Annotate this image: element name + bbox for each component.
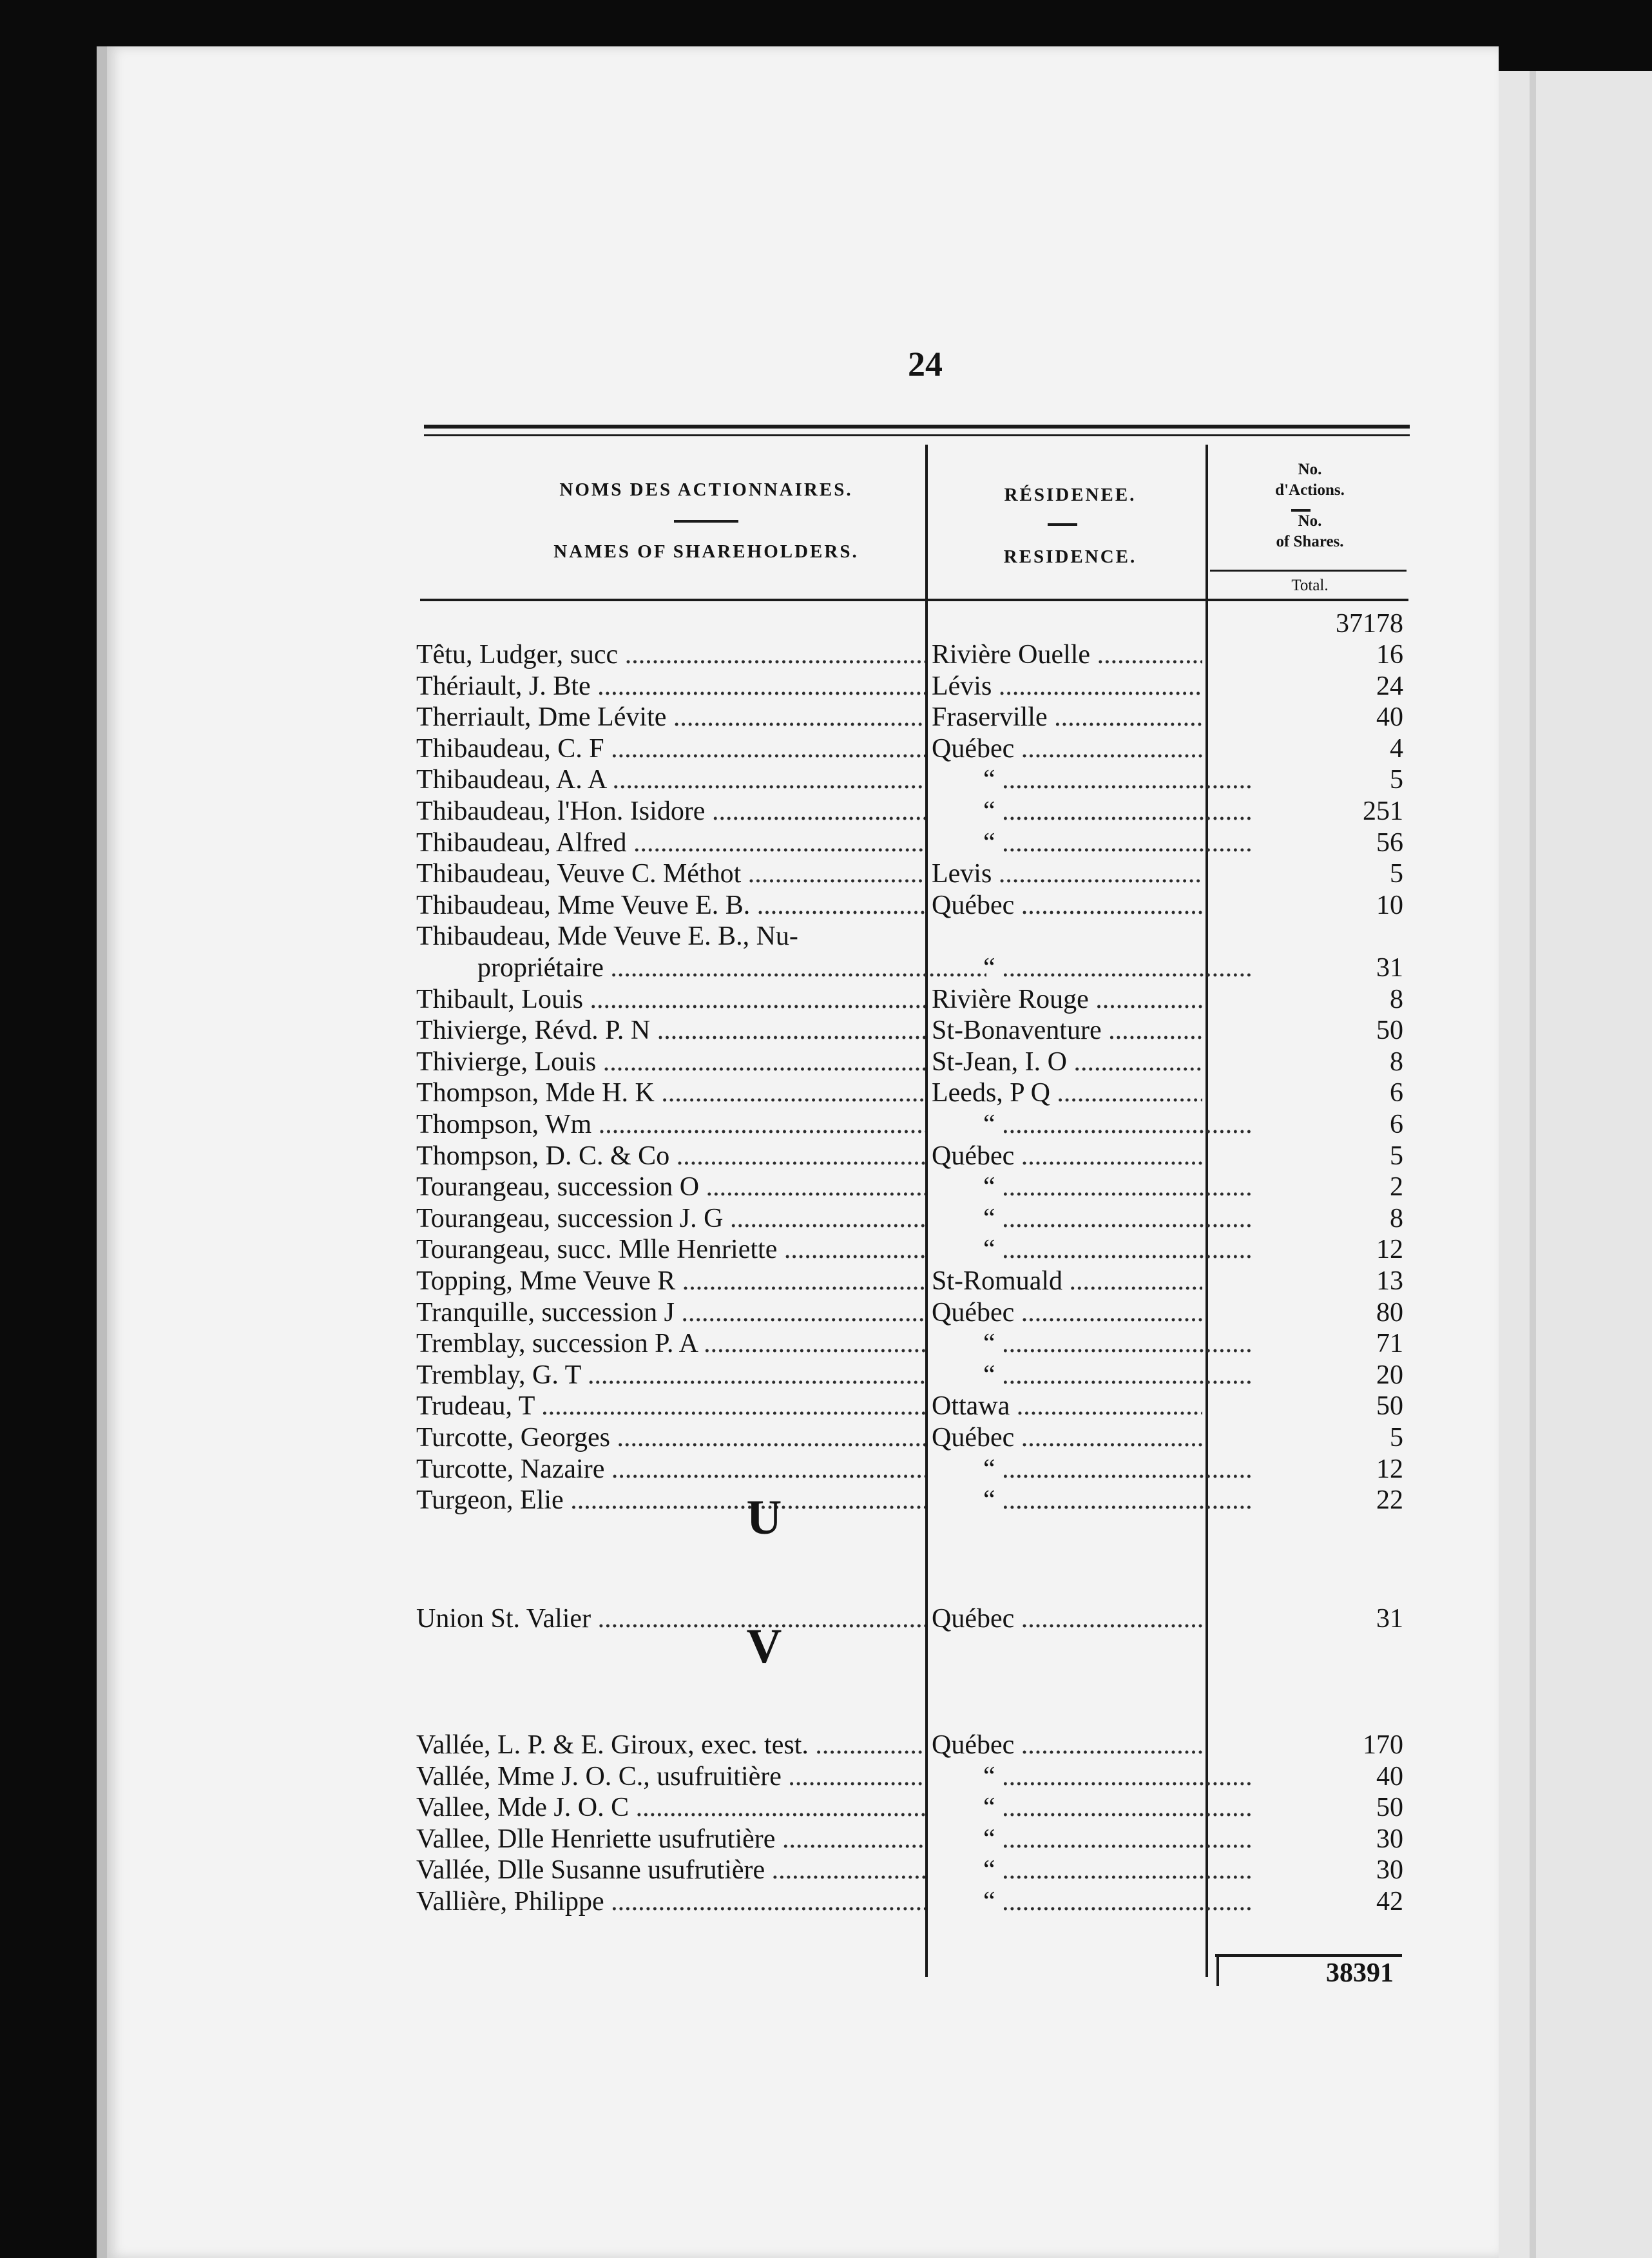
header-dash: [674, 520, 738, 523]
table-row: [107, 1297, 1499, 1328]
table-row: [107, 921, 1499, 952]
table-row: [107, 1203, 1499, 1234]
share-count: 6: [1390, 1110, 1403, 1139]
residence: Québec .....: [932, 1141, 1202, 1172]
residence: Fraserville .....: [932, 702, 1202, 733]
residence: Ottawa .....: [932, 1391, 1202, 1422]
residence: “ .....: [932, 1886, 1254, 1917]
residence: “ .....: [932, 764, 1254, 795]
residence: Québec .....: [932, 1603, 1202, 1634]
residence: “ .....: [932, 1855, 1254, 1886]
residence: “ .....: [932, 1328, 1254, 1359]
share-count: 5: [1390, 1141, 1403, 1171]
share-count: 5: [1390, 1423, 1403, 1452]
shareholder-name: Tranquille, succession J .....: [416, 1297, 925, 1328]
residence: “ .....: [932, 1824, 1254, 1855]
share-count: 5: [1390, 765, 1403, 795]
share-count: 8: [1390, 984, 1403, 1014]
shareholder-name: Thibaudeau, C. F .....: [416, 733, 925, 764]
share-count: 30: [1376, 1855, 1403, 1886]
shareholder-name: Turcotte, Georges .....: [416, 1422, 925, 1453]
share-count: 20: [1376, 1360, 1403, 1390]
adjacent-page-edge: [1488, 71, 1652, 2258]
table-row: [107, 796, 1499, 827]
section-letter-u: U: [746, 1491, 782, 1545]
table-row: [107, 1077, 1499, 1108]
shareholder-name: Union St. Valier .....: [416, 1603, 925, 1634]
residence: “ .....: [932, 796, 1254, 827]
shareholder-name: Vallée, Mme J. O. C., usufruitière .....: [416, 1761, 925, 1792]
residence: Québec .....: [932, 1422, 1202, 1453]
table-row: [107, 1172, 1499, 1202]
residence: Québec .....: [932, 733, 1202, 764]
residence: “ .....: [932, 1172, 1254, 1202]
table-row: [107, 984, 1499, 1015]
shareholder-name: Thibault, Louis .....: [416, 984, 925, 1015]
table-row: [107, 1730, 1499, 1761]
page-number: 24: [908, 345, 943, 383]
table-row: [107, 1234, 1499, 1265]
share-count: 5: [1390, 859, 1403, 889]
residence: Leeds, P Q .....: [932, 1077, 1202, 1108]
residence: Québec .....: [932, 890, 1202, 921]
share-count: 16: [1376, 640, 1403, 670]
residence: “ .....: [932, 1454, 1254, 1485]
table-row: [107, 764, 1499, 795]
residence: “ .....: [932, 1203, 1254, 1234]
residence: St-Bonaventure .....: [932, 1015, 1202, 1046]
header-residence-en: RESIDENCE.: [1003, 546, 1137, 567]
sum-rule: [1215, 1954, 1402, 1957]
residence: “ .....: [932, 1485, 1254, 1516]
residence: “ .....: [932, 1109, 1254, 1140]
shareholder-name: Thompson, Wm .....: [416, 1109, 925, 1140]
shareholder-name: Vallee, Mde J. O. C .....: [416, 1792, 925, 1823]
shareholder-name: Vallée, L. P. & E. Giroux, exec. test. .....: [416, 1730, 925, 1761]
table-row: [107, 858, 1499, 889]
header-bottom-rule: [420, 599, 1408, 601]
shareholder-name: Thériault, J. Bte .....: [416, 671, 925, 702]
table-row: [107, 1328, 1499, 1359]
shareholder-name: Vallee, Dlle Henriette usufrutière .....: [416, 1824, 925, 1855]
share-count: 40: [1376, 702, 1403, 733]
top-rule-thin: [424, 434, 1410, 436]
shareholder-name: Tremblay, G. T .....: [416, 1360, 925, 1391]
residence: Québec .....: [932, 1297, 1202, 1328]
table-row: [107, 1422, 1499, 1453]
shareholder-name: Thibaudeau, Mme Veuve E. B. .....: [416, 890, 925, 921]
shareholder-name: Tourangeau, succ. Mlle Henriette .....: [416, 1234, 925, 1265]
share-count: 80: [1376, 1297, 1403, 1327]
share-count: 2: [1390, 1172, 1403, 1202]
shareholder-name: Tourangeau, succession O .....: [416, 1172, 925, 1202]
share-count: 8: [1390, 1203, 1403, 1233]
grand-total: 38391: [1326, 1958, 1394, 1988]
share-count: 50: [1376, 1793, 1403, 1823]
shareholder-name: Thompson, Mde H. K .....: [416, 1077, 925, 1108]
shareholder-name: Thivierge, Louis .....: [416, 1047, 925, 1077]
share-count: 170: [1363, 1730, 1403, 1760]
shareholder-name: Thibaudeau, Veuve C. Méthot .....: [416, 858, 925, 889]
table-row: [107, 952, 1499, 983]
share-count: 50: [1376, 1391, 1403, 1422]
table-row: [107, 1824, 1499, 1855]
share-count: 13: [1376, 1266, 1403, 1296]
share-count: 56: [1376, 827, 1403, 858]
table-row: [107, 671, 1499, 702]
shareholder-name: propriétaire .....: [416, 952, 986, 983]
residence: St-Romuald .....: [932, 1266, 1202, 1297]
table-row: [107, 1855, 1499, 1886]
residence: “ .....: [932, 952, 1254, 983]
table-row: [107, 1047, 1499, 1077]
shareholder-name: Tourangeau, succession J. G .....: [416, 1203, 925, 1234]
shareholder-name: Thibaudeau, Alfred .....: [416, 827, 925, 858]
residence: Levis .....: [932, 858, 1202, 889]
share-count: 31: [1376, 953, 1403, 983]
table-row: [107, 733, 1499, 764]
table-row: [107, 1761, 1499, 1792]
residence: “ .....: [932, 827, 1254, 858]
share-count: 10: [1376, 890, 1403, 920]
shareholder-name: Thivierge, Révd. P. N .....: [416, 1015, 925, 1046]
shareholder-name: Vallière, Philippe .....: [416, 1886, 925, 1917]
table-row: [107, 702, 1499, 733]
header-shares-no: No.: [1298, 461, 1322, 478]
residence: “ .....: [932, 1761, 1254, 1792]
residence: Rivière Ouelle .....: [932, 639, 1202, 670]
document-page: [97, 46, 1499, 2258]
residence: Québec .....: [932, 1730, 1202, 1761]
residence: St-Jean, I. O .....: [932, 1047, 1202, 1077]
header-dash: [1048, 523, 1077, 526]
shareholder-name: Turcotte, Nazaire .....: [416, 1454, 925, 1485]
shareholder-name: Trudeau, T .....: [416, 1391, 925, 1422]
header-shares-no: No.: [1298, 512, 1322, 530]
table-row: [107, 1266, 1499, 1297]
table-row: [107, 890, 1499, 921]
shareholder-name: Vallée, Dlle Susanne usufrutière .....: [416, 1855, 925, 1886]
share-count: 50: [1376, 1016, 1403, 1046]
shareholder-name: Thibaudeau, l'Hon. Isidore .....: [416, 796, 925, 827]
share-count: 71: [1376, 1329, 1403, 1359]
table-row: [107, 639, 1499, 670]
shareholder-name: Tremblay, succession P. A .....: [416, 1328, 925, 1359]
table-row: [107, 1886, 1499, 1917]
table-row: [107, 827, 1499, 858]
table-row: [107, 1792, 1499, 1823]
header-total-rule: [1210, 570, 1407, 572]
shareholder-name: Thibaudeau, Mde Veuve E. B., Nu-: [416, 922, 798, 952]
residence: Lévis .....: [932, 671, 1202, 702]
shareholder-name: Thibaudeau, A. A .....: [416, 764, 925, 795]
opening-total: 37178: [1336, 609, 1403, 639]
header-residence-fr: RÉSIDENEE.: [1004, 485, 1137, 505]
header-names-en: NAMES OF SHAREHOLDERS.: [553, 541, 859, 562]
residence: “ .....: [932, 1792, 1254, 1823]
share-count: 31: [1376, 1604, 1403, 1634]
share-count: 12: [1376, 1235, 1403, 1265]
residence: “ .....: [932, 1234, 1254, 1265]
shareholder-name: Turgeon, Elie .....: [416, 1485, 925, 1516]
share-count: 251: [1363, 796, 1403, 826]
table-row: [107, 1141, 1499, 1172]
header-total: Total.: [1291, 577, 1329, 594]
table-row: [107, 1391, 1499, 1422]
section-letter-v: V: [746, 1619, 782, 1674]
residence: Rivière Rouge .....: [932, 984, 1202, 1015]
share-count: 22: [1376, 1485, 1403, 1516]
header-shares-fr: d'Actions.: [1275, 481, 1345, 499]
header-shares-en: of Shares.: [1276, 533, 1344, 550]
share-count: 8: [1390, 1047, 1403, 1077]
share-count: 42: [1376, 1887, 1403, 1916]
shareholder-name: Thompson, D. C. & Co .....: [416, 1141, 925, 1172]
share-count: 4: [1390, 733, 1403, 764]
share-count: 40: [1376, 1761, 1403, 1791]
shareholder-name: Topping, Mme Veuve R .....: [416, 1266, 925, 1297]
table-row: [107, 1360, 1499, 1391]
share-count: 6: [1390, 1078, 1403, 1108]
table-row: [107, 1109, 1499, 1140]
share-count: 30: [1376, 1824, 1403, 1854]
table-row: [107, 1015, 1499, 1046]
share-count: 24: [1376, 671, 1403, 701]
table-row: [107, 1454, 1499, 1485]
residence: “ .....: [932, 1360, 1254, 1391]
share-count: 12: [1376, 1454, 1403, 1484]
shareholder-name: Têtu, Ludger, succ .....: [416, 639, 925, 670]
top-rule: [424, 425, 1410, 429]
shareholder-name: Therriault, Dme Lévite .....: [416, 702, 925, 733]
header-names-fr: NOMS DES ACTIONNAIRES.: [559, 479, 853, 500]
